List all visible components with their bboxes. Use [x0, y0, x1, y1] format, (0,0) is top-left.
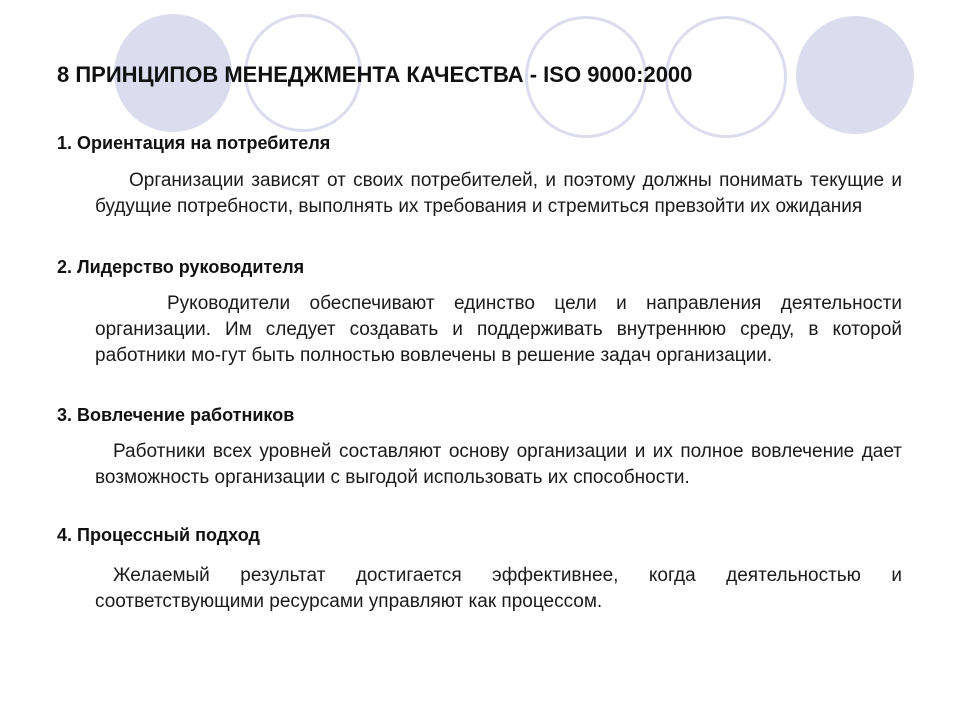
principle-heading: 2. Лидерство руководителя: [57, 257, 305, 277]
principle-text: Работники всех уровней составляют основу организации и их полное вовлечение дает возможность организации с выгодой использовать их способности.: [95, 441, 902, 488]
principle-heading: 4. Процессный подход: [57, 525, 260, 545]
slide-title: 8 ПРИНЦИПОВ МЕНЕДЖМЕНТА КАЧЕСТВА - ISO 9000:2000: [57, 62, 693, 87]
principle-text: Желаемый результат достигается эффективнее, когда деятельностью и соответствующими ресурсами управляют как процессом.: [95, 565, 902, 612]
principle-text: Руководители обеспечивают единство цели и направления деятельности организации. Им следует создавать и поддерживать внутреннюю среду, в которой работники мо-гут быть полностью вовлечены в решение задач организации.: [95, 293, 902, 366]
principle-heading: 3. Вовлечение работников: [57, 405, 295, 425]
principle-text: Организации зависят от своих потребителей, и поэтому должны понимать текущие и будущие потребности, выполнять их требования и стремиться превзойти их ожидания: [95, 170, 902, 217]
decorative-circle-filled: [796, 16, 914, 134]
principle-heading: 1. Ориентация на потребителя: [57, 133, 331, 153]
